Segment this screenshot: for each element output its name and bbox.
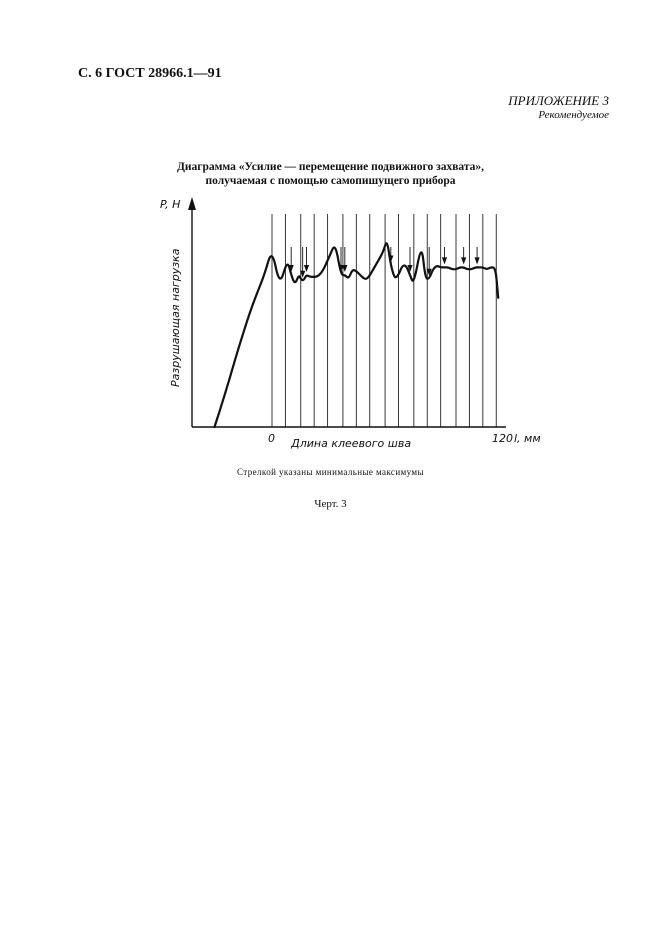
x-tick-label: 0 [268, 432, 275, 445]
figure-number: Черт. 3 [314, 498, 347, 510]
page-header: С. 6 ГОСТ 28966.1—91 [78, 66, 222, 81]
y-axis-unit-label: P, Н [160, 198, 181, 211]
arrow-head [461, 257, 466, 264]
appendix-title: ПРИЛОЖЕНИЕ 3 [508, 93, 609, 108]
minimal-maximum-arrow [474, 247, 479, 264]
x-tick-label: 120 [492, 432, 513, 445]
diagram-title [0, 160, 661, 188]
diagram-title-line1: Диаграмма «Усилие — перемещение подвижного захвата», [176, 161, 485, 173]
chart-axes [188, 197, 506, 427]
appendix-status: Рекомендуемое [538, 109, 609, 121]
x-axis-unit-label: l, мм [514, 432, 541, 445]
arrow-head [442, 257, 447, 264]
minimal-maximum-arrow [304, 247, 309, 272]
diagram-title-line2: получаемая с помощью самопишущего прибора [205, 175, 456, 187]
y-axis-title: Разрушающая нагрузка [169, 248, 182, 387]
x-axis-title: Длина клеевого шва [291, 437, 412, 450]
y-axis-arrowhead [188, 197, 196, 210]
arrow-head [474, 257, 479, 264]
minimal-maximum-arrow [442, 247, 447, 264]
appendix-block [508, 94, 609, 122]
force-displacement-chart [150, 192, 541, 452]
chart-caption: Стрелкой указаны минимальные максимумы [237, 467, 424, 477]
axis-labels [160, 198, 541, 450]
minimal-maximum-arrow [461, 247, 466, 264]
